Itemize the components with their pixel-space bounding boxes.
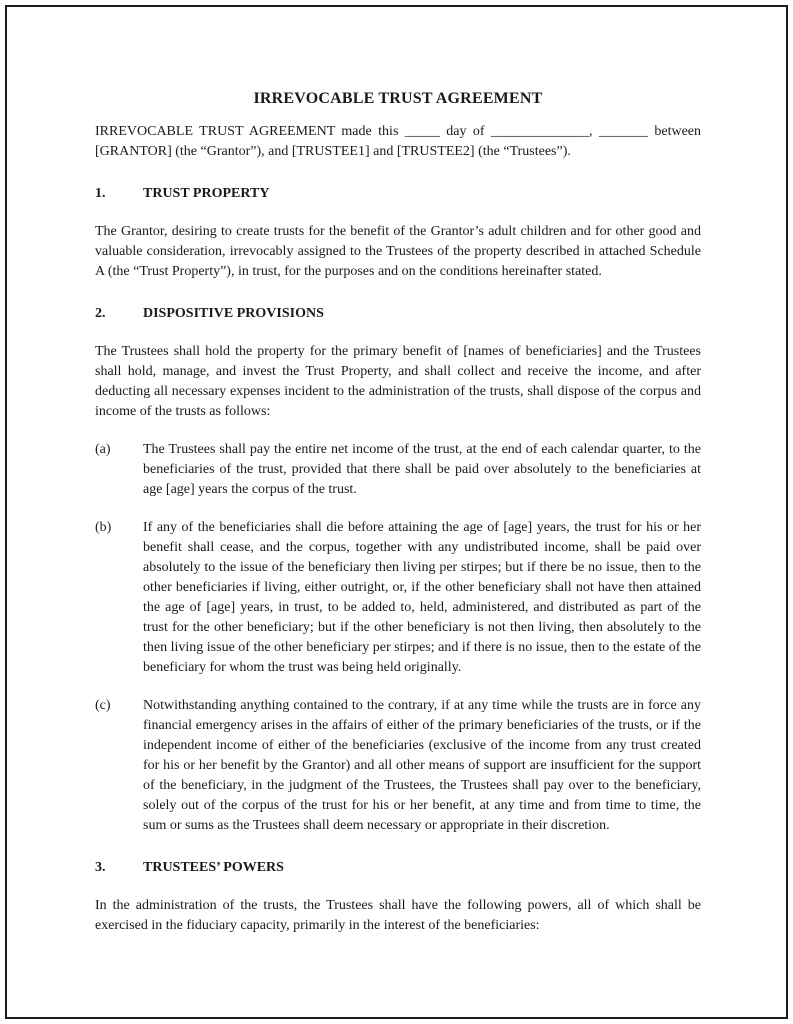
clause-b-label: (b) [95,520,112,535]
section-1-heading [95,184,701,204]
clause-b-text: If any of the beneficiaries shall die before attaining the age of [age] years, the trust for his or her benefit shall cease, and the corpus, together with any undistributed income, shall be paid over absolutely to the issue of the beneficiary then living per stirpes; but if there be no issue, then to the other beneficiaries if living, either outright, or, if the other beneficiary shall not have then attained the age of [age] years, in trust, to be added to, held, administered, and distributed as part of the trust for the other beneficiary; but if the other beneficiary is not then living, then absolutely to the then living issue of the other beneficiary per stirpes; and if there is no issue, then to the estate of the beneficiary for whom the trust was being held originally. [143,520,701,675]
section-3-title: TRUSTEES’ POWERS [143,860,284,875]
clause-b [95,518,701,678]
document-content [95,90,701,954]
section-3-body: In the administration of the trusts, the Trustees shall have the following powers, all of which shall be exercised in the fiduciary capacity, primarily in the interest of the beneficiaries: [95,898,701,933]
clause-a [95,440,701,500]
clause-c [95,696,701,836]
section-2-body: The Trustees shall hold the property for the primary benefit of [names of beneficiaries] and the Trustees shall hold, manage, and invest the Trust Property, and shall collect and receive the income, and after deducting all necessary expenses incident to the administration of the trusts, shall dispose of the corpus and income of the trusts as follows: [95,344,701,419]
section-2-heading [95,304,701,324]
section-3-number: 3. [95,860,106,875]
clause-a-label: (a) [95,442,111,457]
section-1-number: 1. [95,186,106,201]
clause-a-text: The Trustees shall pay the entire net income of the trust, at the end of each calendar quarter, to the beneficiaries of the trust, provided that there shall be paid over absolutely to the beneficiaries at age [age] years the corpus of the trust. [143,442,701,497]
intro-paragraph: IRREVOCABLE TRUST AGREEMENT made this _____ day of ______________, _______ between [GRANTOR] (the “Grantor”), and [TRUSTEE1] and [TRUSTEE2] (the “Trustees”). [95,124,701,159]
section-1-title: TRUST PROPERTY [143,186,270,201]
clause-c-label: (c) [95,698,111,713]
clause-c-text: Notwithstanding anything contained to the contrary, if at any time while the trusts are in force any financial emergency arises in the affairs of either of the primary beneficiaries of the trusts, or if the independent income of either of the beneficiaries (exclusive of the income from any trust created for his or her benefit by the Grantor) and all other means of support are insufficient for the support of the beneficiary, in the judgment of the Trustees, the Trustees shall pay over to the beneficiary, solely out of the corpus of the trust for his or her benefit, at any time and from time to time, the sum or sums as the Trustees shall deem necessary or appropriate in their discretion. [143,698,701,833]
section-2-title: DISPOSITIVE PROVISIONS [143,306,324,321]
section-2-number: 2. [95,306,106,321]
section-3-heading [95,858,701,878]
section-1-body: The Grantor, desiring to create trusts for the benefit of the Grantor’s adult children and for other good and valuable consideration, irrevocably assigned to the Trustees of the property described in attached Schedule A (the “Trust Property”), in trust, for the purposes and on the conditions hereinafter stated. [95,224,701,279]
document-title: IRREVOCABLE TRUST AGREEMENT [253,90,543,107]
